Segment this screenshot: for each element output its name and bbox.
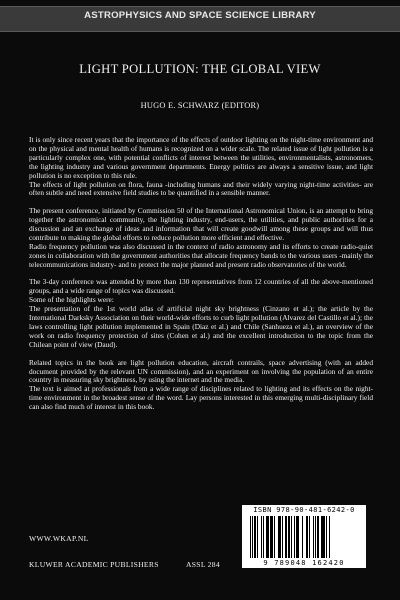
series-name: ASTROPHYSICS AND SPACE SCIENCE LIBRARY bbox=[84, 10, 316, 21]
isbn-number: ISBN 978-90-481-6242-0 bbox=[253, 506, 355, 514]
blurb-paragraph: The 3-day conference was attended by more than 130 representatives from 12 countries of all the above-mentioned groups, and a wide range of topics was discussed. bbox=[29, 277, 373, 296]
publisher-name: KLUWER ACADEMIC PUBLISHERS bbox=[29, 560, 159, 569]
blurb-paragraph: Related topics in the book are light pollution education, aircraft contrails, space advertising (with an added document provided by the relevant UN commission), and an experiment on involving the population of an entire country in measuring sky brightness, by using the internet and the media. bbox=[29, 357, 373, 385]
series-number: ASSL 284 bbox=[186, 560, 220, 569]
editor-name: HUGO E. SCHWARZ (EDITOR) bbox=[140, 101, 260, 110]
blurb-paragraph: The present conference, initiated by Commission 50 of the International Astronomical Union, is an attempt to bring together the astronomical community, the lighting industry, end-users, the utilities, and public authorities for a discussion and an exchange of ideas and information that will create goodwill among these groups and will thus contribute to making the global efforts to reduce pollution more efficient and effective. bbox=[29, 206, 373, 242]
blurb-paragraph: The text is aimed at professionals from a wide range of disciplines related to lighting and its effects on the night-time environment in the broadest sense of the word. Lay persons interested in this emerging multi-disciplinary field can also find much of interest in this book. bbox=[29, 384, 373, 412]
blurb-paragraph: Some of the highlights were: bbox=[29, 295, 114, 305]
blurb-paragraph: Radio frequency pollution was also discussed in the context of radio astronomy and its efforts to create radio-quiet zones in collaboration with the government authorities that allocate frequency bands to the various users -mainly the telecommunications industry- and to protect the major planned and present radio observatories of the world. bbox=[29, 241, 373, 269]
blurb-paragraph: The presentation of the 1st world atlas of artificial night sky brightness (Cinzano et al.); the article by the International Darksky Association on their world-wide efforts to curb light pollution (Alvarez del Castillo et al.); the laws controlling light pollution implemented in Spain (Diaz et al.) and Chile (Sanhueza et al.), an overview of the work on radio frequency protection of sites (Cohen et al.) and the excellent introduction to the topic from the Chilean point of view (Daud). bbox=[29, 304, 373, 349]
book-title: LIGHT POLLUTION: THE GLOBAL VIEW bbox=[79, 62, 321, 76]
publisher-website: WWW.WKAP.NL bbox=[29, 534, 89, 543]
barcode-bar bbox=[330, 516, 331, 558]
blurb-paragraph: It is only since recent years that the importance of the effects of outdoor lighting on the night-time environment and on the physical and mental health of humans is recognized on a wider scale. The related issue of light pollution is a particularly complex one, with potential conflicts of interest between the utilities, environmentalists, astronomers, the lighting industry and various government departments. Energy politics are always a sensitive issue, and light pollution is no exception to this rule. bbox=[29, 135, 373, 180]
isbn-barcode bbox=[242, 505, 366, 568]
barcode-bars bbox=[250, 516, 358, 558]
blurb-paragraph: The effects of light pollution on flora, fauna -including humans and their widely varying night-time activities- are often subtle and need extensive field studies to be quantified in a sensible manner. bbox=[29, 179, 373, 198]
blurb-text bbox=[29, 136, 373, 412]
barcode-digits: 9 789048 162420 bbox=[263, 559, 345, 567]
